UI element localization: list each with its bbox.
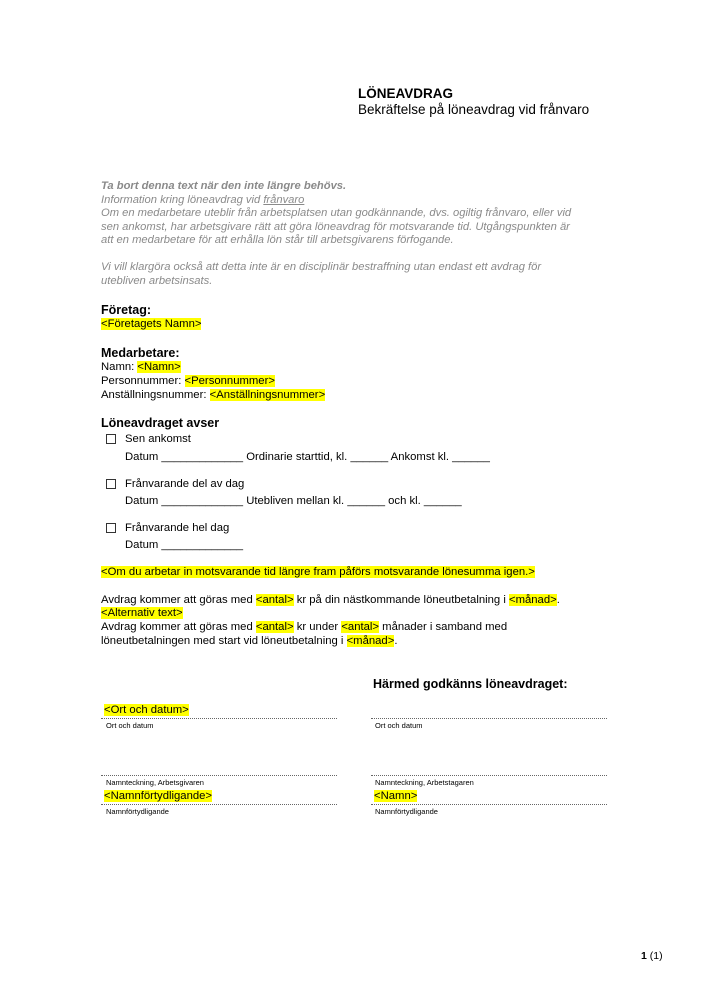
option-partial-label: Frånvarande del av dag	[125, 478, 245, 490]
left-name-value: <Namnförtydligande>	[104, 790, 213, 802]
left-place-value: <Ort och datum>	[104, 704, 189, 716]
checkbox-late[interactable]	[106, 434, 116, 449]
checkbox-icon[interactable]	[106, 434, 116, 444]
left-place-line	[101, 718, 337, 719]
right-name-line	[371, 804, 607, 805]
name-label: Namn:	[101, 361, 138, 373]
right-signature-line[interactable]	[371, 775, 607, 776]
company-field[interactable]	[101, 318, 201, 332]
month-field[interactable]: <månad>	[346, 635, 395, 647]
option-late-label: Sen ankomst	[125, 433, 191, 445]
month-field[interactable]: <månad>	[508, 594, 557, 606]
page-number	[641, 950, 663, 964]
company-value: <Företagets Namn>	[101, 318, 202, 330]
info-prefix: Information kring löneavdrag vid	[101, 193, 264, 206]
deduction-heading: Löneavdraget avser	[101, 416, 220, 430]
emp-label: Anställningsnummer:	[101, 389, 210, 401]
months-count-field[interactable]: <antal>	[341, 621, 380, 633]
name-value: <Namn>	[137, 361, 181, 373]
info-link[interactable]: frånvaro	[263, 193, 305, 206]
right-name-value: <Namn>	[374, 790, 418, 802]
page-current: 1	[641, 950, 647, 962]
option-full-detail[interactable]: Datum _____________	[125, 539, 244, 551]
emp-value: <Anställningsnummer>	[209, 389, 326, 401]
note-text: <Om du arbetar in motsvarande tid längre fram påförs motsvarande lönesumma igen.>	[101, 566, 535, 578]
info-line: sen ankomst, har arbetsgivare rätt att göra löneavdrag för motsvarande tid. Utgångspunkten är	[101, 220, 570, 233]
left-name-line	[101, 804, 337, 805]
employee-number-row[interactable]	[101, 389, 325, 403]
info-line: utebliven arbetsinsats.	[101, 274, 213, 287]
info-line: Om en medarbetare uteblir från arbetsplatsen utan godkännande, dvs. ogiltig frånvaro, eller vid	[101, 207, 572, 220]
amount-field[interactable]: <antal>	[255, 621, 294, 633]
payment-line-3: löneutbetalningen med start vid löneutbetalning i <månad>.	[101, 635, 398, 647]
left-name-field[interactable]	[104, 790, 212, 804]
left-place-field[interactable]	[104, 704, 189, 718]
info-line: att en medarbetare för att erhålla lön står till arbetsgivarens förfogande.	[101, 234, 454, 247]
info-block	[101, 180, 616, 288]
option-full-label: Frånvarande hel dag	[125, 522, 230, 534]
right-signature-caption: Namnteckning, Arbetstagaren	[375, 778, 474, 787]
right-place-line[interactable]	[371, 718, 607, 719]
option-partial-detail[interactable]: Datum _____________ Utebliven mellan kl. ______ och kl. ______	[125, 495, 462, 507]
checkbox-partial-day[interactable]	[106, 479, 116, 494]
document-subtitle: Bekräftelse på löneavdrag vid frånvaro	[358, 102, 590, 117]
employee-label: Medarbetare:	[101, 346, 180, 360]
alternative-text[interactable]	[101, 607, 183, 621]
checkbox-full-day[interactable]	[106, 523, 116, 538]
payment-line-2: Avdrag kommer att göras med <antal> kr under <antal> månader i samband med	[101, 621, 508, 633]
left-name-caption: Namnförtydligande	[106, 807, 169, 816]
amount-field[interactable]: <antal>	[255, 594, 294, 606]
right-name-field[interactable]	[374, 790, 417, 804]
employee-name-row[interactable]	[101, 361, 181, 375]
pnr-label: Personnummer:	[101, 375, 185, 387]
left-signature-line[interactable]	[101, 775, 337, 776]
checkbox-icon[interactable]	[106, 523, 116, 533]
right-place-caption: Ort och datum	[375, 721, 423, 730]
checkbox-icon[interactable]	[106, 479, 116, 489]
left-place-caption: Ort och datum	[106, 721, 154, 730]
document-title: LÖNEAVDRAG	[358, 86, 454, 101]
remove-note: Ta bort denna text när den inte längre behövs.	[101, 180, 347, 192]
pnr-value: <Personnummer>	[184, 375, 275, 387]
company-label: Företag:	[101, 303, 151, 317]
left-signature-caption: Namnteckning, Arbetsgivaren	[106, 778, 204, 787]
right-name-caption: Namnförtydligande	[375, 807, 438, 816]
option-late-detail[interactable]: Datum _____________ Ordinarie starttid, kl. ______ Ankomst kl. ______	[125, 451, 490, 463]
info-heading	[101, 194, 616, 208]
info-line: Vi vill klargöra också att detta inte är en disciplinär bestraffning utan endast ett avdrag för	[101, 260, 542, 273]
payment-line-1: Avdrag kommer att göras med <antal> kr på din nästkommande löneutbetalning i <månad>.	[101, 594, 560, 606]
approval-heading: Härmed godkänns löneavdraget:	[373, 677, 568, 691]
workback-note[interactable]	[101, 566, 535, 580]
page-total: (1)	[649, 950, 663, 962]
alternative-label: <Alternativ text>	[101, 607, 183, 619]
employee-pnr-row[interactable]	[101, 375, 275, 389]
